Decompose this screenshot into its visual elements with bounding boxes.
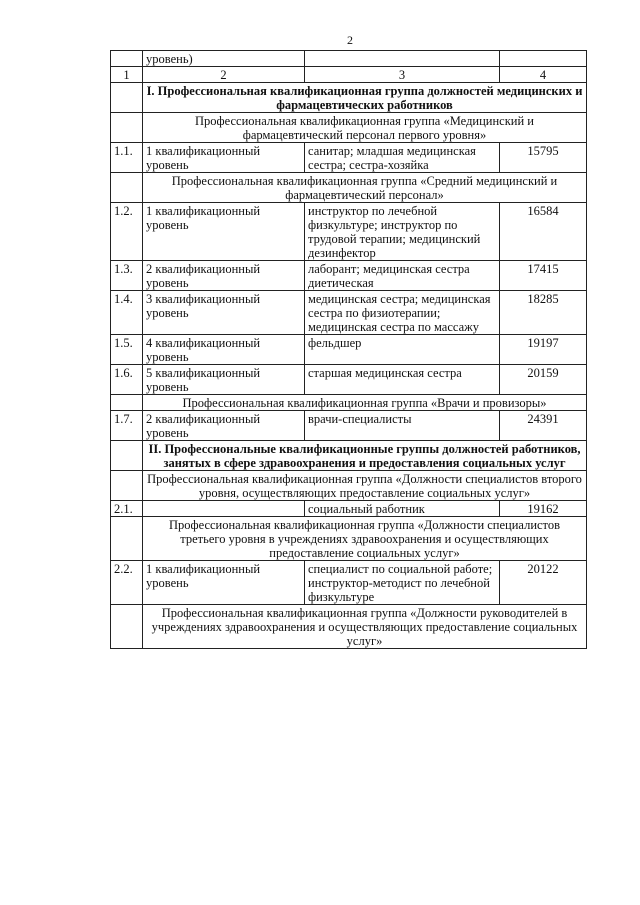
group-title: Профессиональная квалификационная группа «Должности специалистов второго уровня, осуществляющих предоставление социальных услуг» <box>143 471 587 501</box>
salary-amount: 19162 <box>500 501 587 517</box>
column-number: 2 <box>143 67 305 83</box>
empty-number-cell <box>111 83 143 113</box>
salary-amount: 20159 <box>500 365 587 395</box>
salary-amount: 15795 <box>500 143 587 173</box>
row-number: 1.5. <box>111 335 143 365</box>
column-number-row <box>111 67 587 83</box>
qualification-level <box>143 501 305 517</box>
positions-list: лаборант; медицинская сестра диетическая <box>305 261 500 291</box>
empty-number-cell <box>111 441 143 471</box>
salary-table <box>110 50 587 649</box>
positions-list: фельдшер <box>305 335 500 365</box>
empty-number-cell <box>111 113 143 143</box>
qualification-level: 3 квалификационный уровень <box>143 291 305 335</box>
positions-list: инструктор по лечебной физкультуре; инструктор по трудовой терапии; медицинский дезинфектор <box>305 203 500 261</box>
positions-list: санитар; младшая медицинская сестра; сестра-хозяйка <box>305 143 500 173</box>
table-row <box>111 365 587 395</box>
row-number: 1.6. <box>111 365 143 395</box>
continuation-empty-cell <box>111 51 143 67</box>
qualification-level: 1 квалификационный уровень <box>143 561 305 605</box>
row-number: 1.2. <box>111 203 143 261</box>
salary-amount: 18285 <box>500 291 587 335</box>
table-row <box>111 203 587 261</box>
group-title: Профессиональная квалификационная группа «Медицинский и фармацевтический персонал первого уровня» <box>143 113 587 143</box>
section-title: II. Профессиональные квалификационные группы должностей работников, занятых в сфере здравоохранения и предоставления социальных услуг <box>143 441 587 471</box>
group-title: Профессиональная квалификационная группа «Должности руководителей в учреждениях здравоохранения и осуществляющих предоставление социальных услуг» <box>143 605 587 649</box>
column-number: 1 <box>111 67 143 83</box>
section-title: I. Профессиональная квалификационная группа должностей медицинских и фармацевтических работников <box>143 83 587 113</box>
row-number: 2.1. <box>111 501 143 517</box>
qualification-level: 1 квалификационный уровень <box>143 203 305 261</box>
continuation-empty-cell <box>305 51 500 67</box>
group-header-row <box>111 173 587 203</box>
empty-number-cell <box>111 605 143 649</box>
table-row <box>111 291 587 335</box>
table-row <box>111 561 587 605</box>
salary-amount: 16584 <box>500 203 587 261</box>
table-row <box>111 411 587 441</box>
section-header-row <box>111 83 587 113</box>
page-number: 2 <box>347 33 353 47</box>
positions-list: медицинская сестра; медицинская сестра по физиотерапии; медицинская сестра по массажу <box>305 291 500 335</box>
column-number: 4 <box>500 67 587 83</box>
group-title: Профессиональная квалификационная группа «Должности специалистов третьего уровня в учреждениях здравоохранения и осуществляющих предоставление социальных услуг» <box>143 517 587 561</box>
positions-list: специалист по социальной работе; инструктор-методист по лечебной физкультуре <box>305 561 500 605</box>
table-row <box>111 335 587 365</box>
positions-list: старшая медицинская сестра <box>305 365 500 395</box>
group-header-row <box>111 605 587 649</box>
empty-number-cell <box>111 471 143 501</box>
salary-amount: 24391 <box>500 411 587 441</box>
group-header-row <box>111 471 587 501</box>
column-number: 3 <box>305 67 500 83</box>
empty-number-cell <box>111 517 143 561</box>
salary-amount: 19197 <box>500 335 587 365</box>
qualification-level: 2 квалификационный уровень <box>143 261 305 291</box>
group-header-row <box>111 113 587 143</box>
positions-list: социальный работник <box>305 501 500 517</box>
empty-number-cell <box>111 395 143 411</box>
row-number: 1.4. <box>111 291 143 335</box>
qualification-level: 2 квалификационный уровень <box>143 411 305 441</box>
salary-amount: 17415 <box>500 261 587 291</box>
qualification-level: 1 квалификационный уровень <box>143 143 305 173</box>
row-number: 1.7. <box>111 411 143 441</box>
empty-number-cell <box>111 173 143 203</box>
salary-amount: 20122 <box>500 561 587 605</box>
group-header-row <box>111 395 587 411</box>
continuation-empty-cell <box>500 51 587 67</box>
group-header-row <box>111 517 587 561</box>
group-title: Профессиональная квалификационная группа «Средний медицинский и фармацевтический персонал» <box>143 173 587 203</box>
section-header-row <box>111 441 587 471</box>
row-number: 1.1. <box>111 143 143 173</box>
positions-list: врачи-специалисты <box>305 411 500 441</box>
table-row <box>111 501 587 517</box>
table-row <box>111 261 587 291</box>
row-number: 1.3. <box>111 261 143 291</box>
table-row <box>111 143 587 173</box>
continuation-cell: уровень) <box>143 51 305 67</box>
group-title: Профессиональная квалификационная группа «Врачи и провизоры» <box>143 395 587 411</box>
qualification-level: 4 квалификационный уровень <box>143 335 305 365</box>
row-number: 2.2. <box>111 561 143 605</box>
qualification-level: 5 квалификационный уровень <box>143 365 305 395</box>
continuation-row <box>111 51 587 67</box>
